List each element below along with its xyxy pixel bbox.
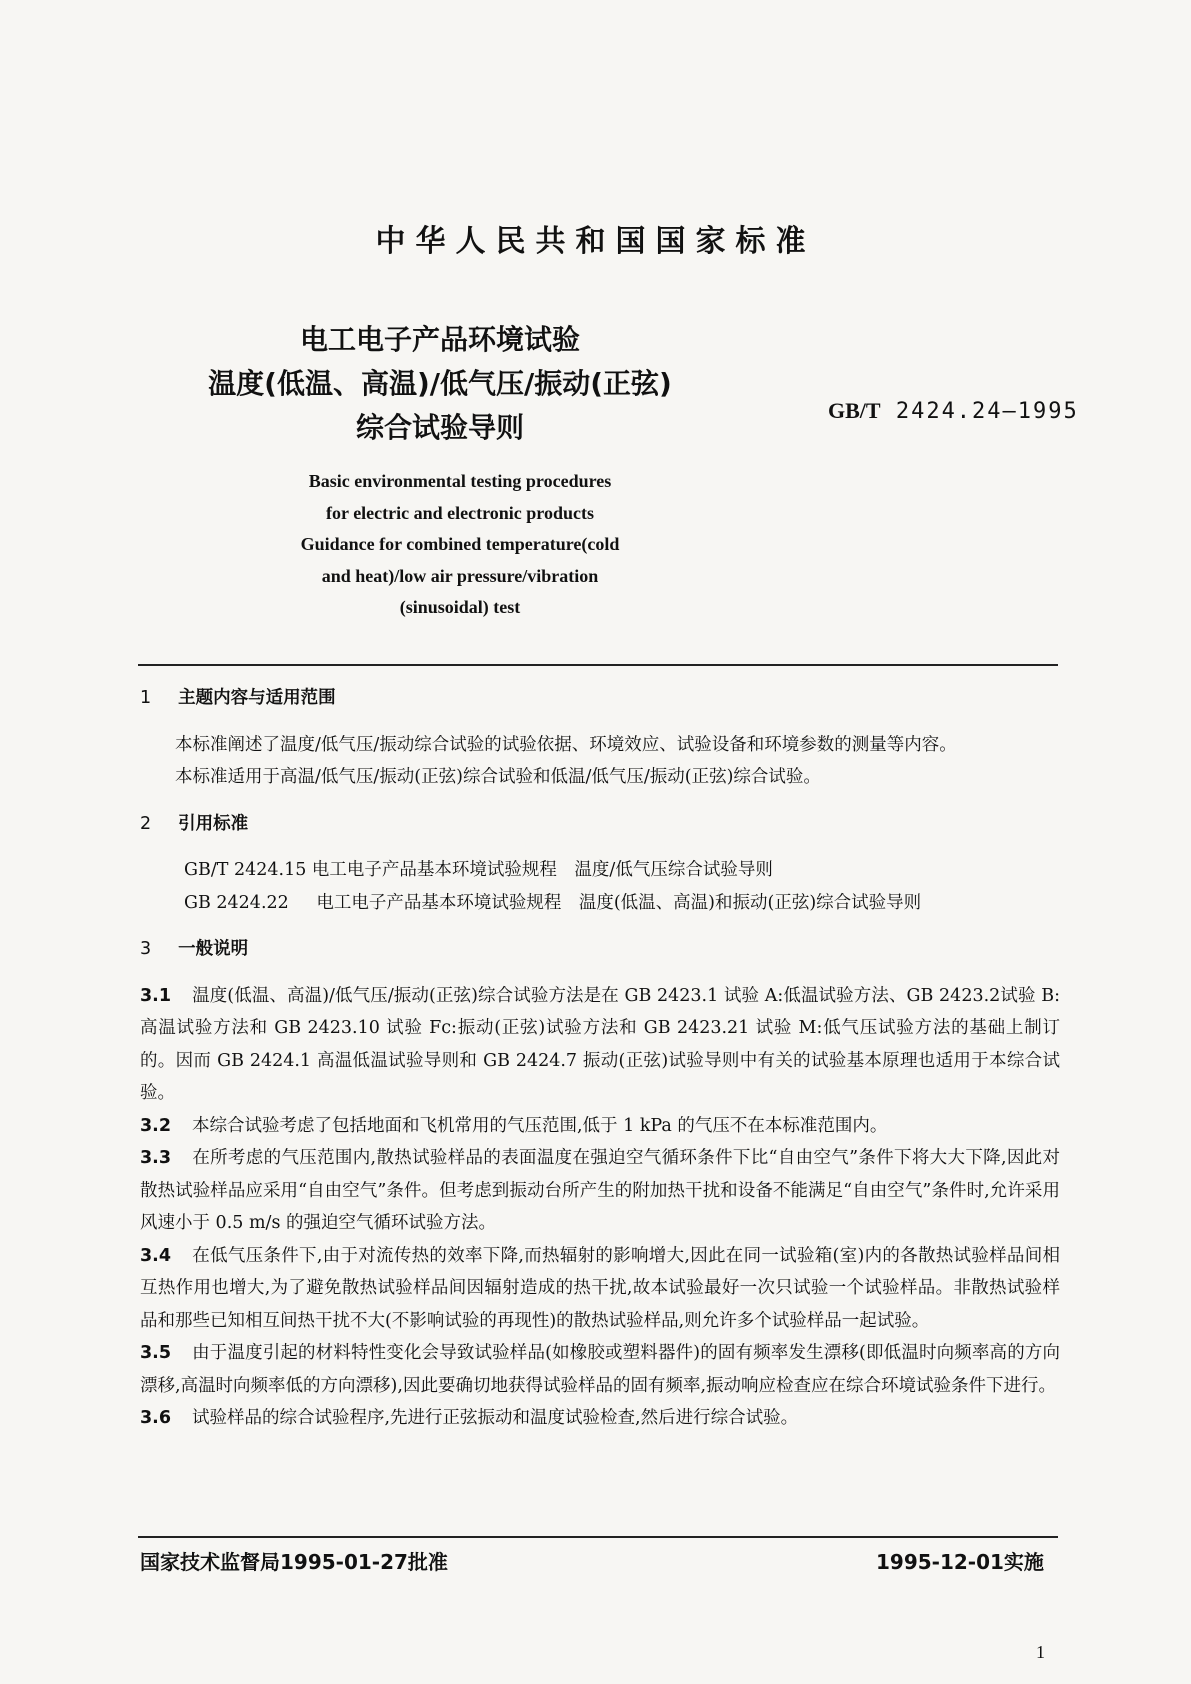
english-title [230,466,690,624]
paragraph: 本标准阐述了温度/低气压/振动综合试验的试验依据、环境效应、试验设备和环境参数的测量等内容。 [175,734,957,755]
section-2 [140,808,1060,920]
national-standard-heading: 中华人民共和国国家标准 [375,224,816,259]
paragraph: 本标准适用于高温/低气压/振动(正弦)综合试验和低温/低气压/振动(正弦)综合试验。 [175,767,821,787]
english-title-line: Guidance for combined temperature(cold [300,534,620,554]
section-number: 1 [140,688,152,708]
approval-date: 国家技术监督局1995-01-27批准 [140,1550,448,1574]
clause-text: 试验样品的综合试验程序,先进行正弦振动和温度试验检查,然后进行综合试验。 [192,1408,799,1428]
clause [140,1337,1060,1402]
english-title-line: and heat)/low air pressure/vibration [321,565,599,586]
section-heading [140,933,1060,966]
clause-number: 3.5 [140,1343,172,1363]
clause-number: 3.2 [140,1115,172,1136]
clause [140,980,1060,1110]
title-line: 综合试验导则 [355,411,524,444]
section-title: 引用标准 [178,813,249,834]
clause-text: 在低气压条件下,由于对流传热的效率下降,而热辐射的影响增大,因此在同一试验箱(室)内的各散热试验样品间相互热作用也增大,为了避免散热试验样品间因辐射造成的热干扰,故本试验最好一次只试验一个试验样品。非散热试验样品和那些已知相互间热干扰不大(不影响试验的再现性)的散热试验样品,则允许多个试验样品一起试验。 [140,1245,1060,1331]
reference-item [140,887,1060,920]
bottom-divider [138,1536,1058,1538]
english-title-line: for electric and electronic products [326,502,594,523]
clause [140,1240,1060,1338]
english-title-line: (sinusoidal) test [399,597,521,617]
top-divider [138,664,1058,666]
clause-number: 3.6 [140,1408,172,1428]
page-number: 1 [1036,1642,1045,1662]
section-3 [140,933,1060,1435]
section-number: 2 [140,813,152,834]
section-1 [140,682,1060,794]
title-line: 电工电子产品环境试验 [299,323,580,356]
clause-text: 由于温度引起的材料特性变化会导致试验样品(如橡胶或塑料器件)的固有频率发生漂移(即低温时向频率高的方向漂移,高温时向频率低的方向漂移),因此要确切地获得试验样品的固有频率,振动响应检查应在综合环境试验条件下进行。 [140,1343,1060,1396]
reference-text: 电工电子产品基本环境试验规程 温度(低温、高温)和振动(正弦)综合试验导则 [316,892,922,913]
section-heading [140,808,1060,841]
reference-item [140,854,1060,887]
section-number: 3 [140,939,152,959]
chinese-title [180,318,700,450]
clause-text: 在所考虑的气压范围内,散热试验样品的表面温度在强迫空气循环条件下比“自由空气”条件下将大大下降,因此对散热试验样品应采用“自由空气”条件。但考虑到振动台所产生的附加热干扰和设备不能满足“自由空气”条件时,允许采用风速小于 0.5 m/s 的强迫空气循环试验方法。 [140,1148,1060,1233]
clause-number: 3.3 [140,1148,172,1168]
implementation-date: 1995-12-01实施 [876,1550,1044,1574]
reference-text: 电工电子产品基本环境试验规程 温度/低气压综合试验导则 [311,860,773,880]
standard-code-number: 2424.24—1995 [895,399,1079,424]
document-body [140,682,1060,1449]
clause [140,1142,1060,1240]
clause [140,1110,1060,1143]
section-heading [140,682,1060,715]
reference-code: GB/T 2424.15 [184,860,307,880]
clause-number: 3.4 [140,1245,172,1266]
standard-code [828,398,1079,424]
title-line: 温度(低温、高温)/低气压/振动(正弦) [208,367,672,400]
clause [140,1402,1060,1435]
reference-code: GB 2424.22 [184,892,289,913]
english-title-line: Basic environmental testing procedures [308,471,612,491]
section-title: 一般说明 [178,939,249,959]
standard-code-prefix: GB/T [828,398,881,423]
section-title: 主题内容与适用范围 [178,688,336,708]
clause-text: 本综合试验考虑了包括地面和飞机常用的气压范围,低于 1 kPa 的气压不在本标准范围内。 [192,1115,888,1136]
clause-text: 温度(低温、高温)/低气压/振动(正弦)综合试验方法是在 GB 2423.1 试验 A:低温试验方法、GB 2423.2试验 B:高温试验方法和 GB 2423.10 试验 Fc:振动(正弦)试验方法和 GB 2423.21 试验 M:低气压试验方法的基础上制订的。因而 GB 2424.1 高温低温试验导则和 GB 2424.7 振动(正弦)试验导则中有关的试验基本原理也适用于本综合试验。 [140,985,1060,1103]
clause-number: 3.1 [140,985,172,1006]
